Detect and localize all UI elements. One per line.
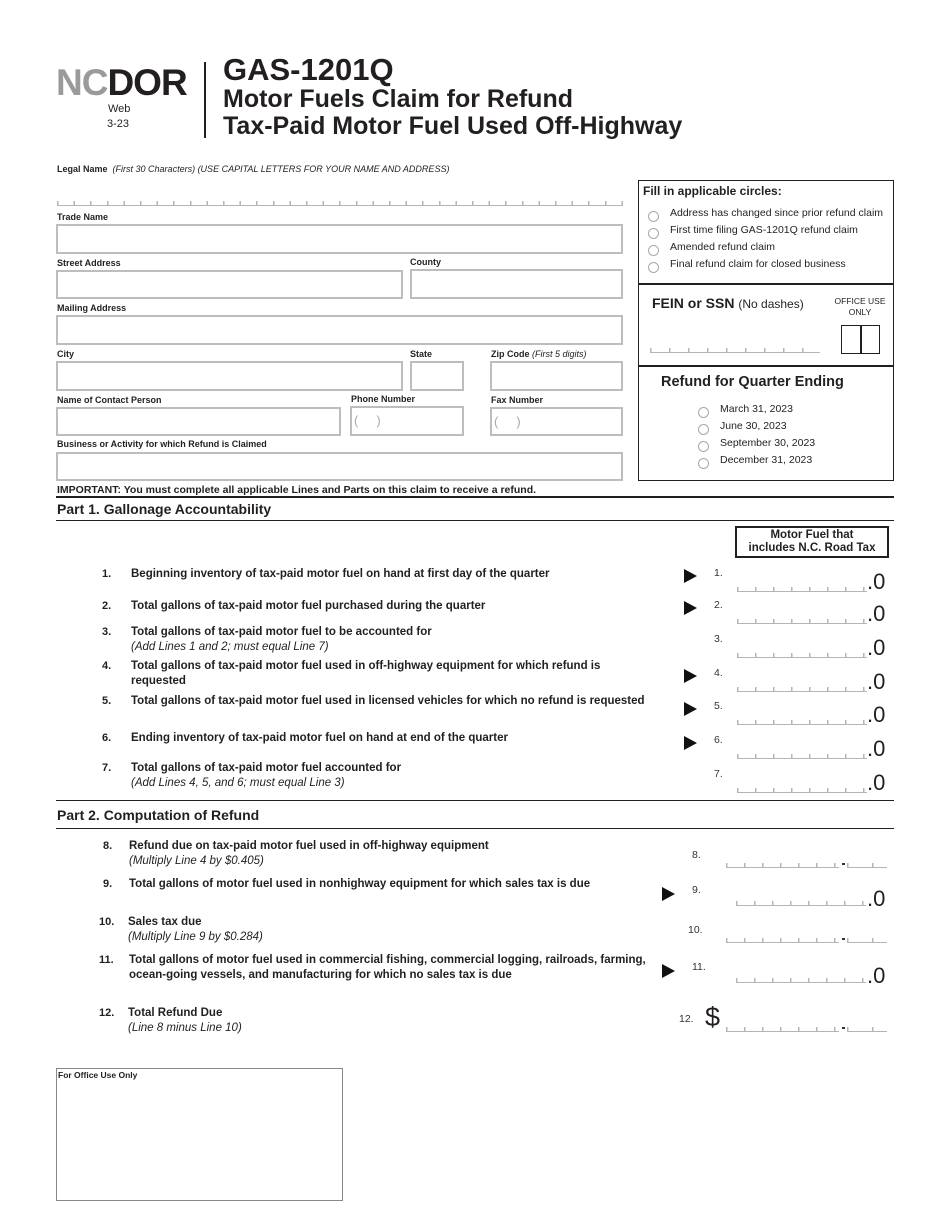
gallons-input[interactable] xyxy=(737,719,867,725)
legal-name-label xyxy=(57,164,449,174)
mailing-address-label: Mailing Address xyxy=(57,303,127,313)
line-description xyxy=(129,877,619,892)
line-description xyxy=(129,953,649,983)
line-text: Beginning inventory of tax-paid motor fuel on hand at first day of the quarter xyxy=(131,568,550,580)
column-header xyxy=(735,526,889,558)
part1-top-rule xyxy=(56,496,894,498)
line-text: Total gallons of tax-paid motor fuel purchased during the quarter xyxy=(131,600,486,612)
office-use-label: For Office Use Only xyxy=(58,1070,138,1080)
line-text: Refund due on tax-paid motor fuel used in off-highway equipment xyxy=(129,840,489,852)
decimal-suffix: .0 xyxy=(867,963,886,988)
line-number: 7. xyxy=(102,762,112,774)
line-text: Total gallons of tax-paid motor fuel to be accounted for xyxy=(131,626,432,638)
option-label: Amended refund claim xyxy=(670,241,776,253)
line-text: Total gallons of tax-paid motor fuel accounted for xyxy=(131,762,402,774)
line-number: 1. xyxy=(102,568,112,580)
office-use-box[interactable] xyxy=(56,1068,343,1201)
line-number: 6. xyxy=(102,732,112,744)
line-number: 8. xyxy=(103,840,113,852)
line-label: 10. xyxy=(688,924,703,936)
line-number: 11. xyxy=(99,954,114,966)
fax-placeholder: ( ) xyxy=(494,414,521,429)
cents-input[interactable] xyxy=(847,937,887,943)
quarter-title: Refund for Quarter Ending xyxy=(661,374,844,390)
cents-input[interactable] xyxy=(847,862,887,868)
line-description xyxy=(131,694,651,709)
line-label: 4. xyxy=(714,667,723,679)
legal-name-label-text: Legal Name xyxy=(57,164,108,174)
version-web: Web xyxy=(108,103,131,115)
phone-placeholder: ( ) xyxy=(354,413,381,428)
line-description xyxy=(128,1006,618,1036)
option-circle[interactable] xyxy=(648,211,659,222)
line-text: Ending inventory of tax-paid motor fuel on hand at end of the quarter xyxy=(131,732,508,744)
line-text: Total gallons of motor fuel used in commercial fishing, commercial logging, railroads, farming, ocean-going vessels, and manufacturing for which no sales tax is due xyxy=(129,954,646,981)
quarter-label: March 31, 2023 xyxy=(720,403,793,415)
state-input[interactable] xyxy=(410,361,464,391)
line-label: 8. xyxy=(692,849,701,861)
arrow-icon xyxy=(684,702,697,716)
gallons-input[interactable] xyxy=(737,618,867,624)
decimal-suffix: .0 xyxy=(867,886,886,911)
line-description xyxy=(131,761,651,791)
decimal-suffix: .0 xyxy=(867,736,886,761)
office-use-boxes xyxy=(841,325,880,354)
line-label: 5. xyxy=(714,700,723,712)
line-number: 2. xyxy=(102,600,112,612)
legal-name-input[interactable] xyxy=(57,200,623,206)
part2-top-rule xyxy=(56,800,894,801)
line-number: 12. xyxy=(99,1007,115,1019)
part2-title: Part 2. Computation of Refund xyxy=(57,807,260,823)
gallons-input[interactable] xyxy=(737,586,867,592)
logo-dor: DOR xyxy=(107,62,187,103)
fax-input[interactable] xyxy=(490,407,623,436)
option-circle[interactable] xyxy=(648,262,659,273)
cents-input[interactable] xyxy=(847,1026,887,1032)
line-label: 3. xyxy=(714,633,723,645)
line-text: Total gallons of motor fuel used in nonhighway equipment for which sales tax is due xyxy=(129,878,591,890)
line-label: 9. xyxy=(692,884,701,896)
line-description xyxy=(131,567,651,582)
line-note: (Add Lines 4, 5, and 6; must equal Line 3) xyxy=(131,777,345,789)
option-label: First time filing GAS-1201Q refund claim xyxy=(670,224,858,236)
decimal-point xyxy=(842,1027,845,1029)
line-note: (Line 8 minus Line 10) xyxy=(128,1022,242,1034)
line-number: 10. xyxy=(99,916,115,928)
zip-note: (First 5 digits) xyxy=(532,349,587,359)
line-number: 3. xyxy=(102,626,112,638)
office-only-text: ONLY xyxy=(848,307,872,317)
side-divider-1 xyxy=(638,283,894,285)
fax-label: Fax Number xyxy=(491,395,544,405)
form-title-line2: Tax-Paid Motor Fuel Used Off-Highway xyxy=(223,112,683,140)
decimal-suffix: .0 xyxy=(867,601,886,626)
gallons-input[interactable] xyxy=(736,900,866,906)
line-text: Total gallons of tax-paid motor fuel used in licensed vehicles for which no refund is requested xyxy=(131,695,645,707)
line-text: Sales tax due xyxy=(128,916,202,928)
trade-name-label: Trade Name xyxy=(57,212,109,222)
line-label: 11. xyxy=(692,961,706,973)
line-number: 9. xyxy=(103,878,113,890)
decimal-suffix: .0 xyxy=(867,669,886,694)
line-number: 5. xyxy=(102,695,112,707)
phone-input[interactable] xyxy=(350,406,464,436)
form-number: GAS-1201Q xyxy=(223,52,394,87)
gallons-input[interactable] xyxy=(737,686,867,692)
line-description xyxy=(129,839,619,869)
gallons-input[interactable] xyxy=(737,753,867,759)
arrow-icon xyxy=(684,736,697,750)
phone-label: Phone Number xyxy=(351,394,416,404)
line-description xyxy=(131,599,651,614)
arrow-icon xyxy=(684,569,697,583)
side-divider-2 xyxy=(638,365,894,367)
decimal-suffix: .0 xyxy=(867,770,886,795)
circles-title: Fill in applicable circles: xyxy=(643,184,782,198)
office-use-text: OFFICE USE xyxy=(834,296,886,306)
line-note: (Add Lines 1 and 2; must equal Line 7) xyxy=(131,641,329,653)
quarter-radio[interactable] xyxy=(698,407,709,418)
option-label: Final refund claim for closed business xyxy=(670,258,846,270)
line-label: 1. xyxy=(714,567,723,579)
line-description xyxy=(131,731,651,746)
decimal-suffix: .0 xyxy=(867,635,886,660)
mailing-address-input[interactable] xyxy=(56,315,623,345)
version-date: 3-23 xyxy=(107,118,130,130)
ncdor-logo xyxy=(56,62,187,104)
county-label: County xyxy=(410,257,441,267)
contact-label: Name of Contact Person xyxy=(57,395,162,405)
quarter-label: June 30, 2023 xyxy=(720,420,787,432)
line-description xyxy=(131,625,651,655)
option-label: Address has changed since prior refund claim xyxy=(670,207,884,219)
fein-label-text: FEIN or SSN xyxy=(652,295,735,311)
dollar-sign: $ xyxy=(705,1002,721,1032)
quarter-radio[interactable] xyxy=(698,458,709,469)
dollars-input[interactable] xyxy=(726,862,839,868)
county-input[interactable] xyxy=(410,269,623,299)
gallons-input[interactable] xyxy=(736,977,866,983)
street-address-input[interactable] xyxy=(56,270,403,299)
decimal-suffix: .0 xyxy=(867,702,886,727)
fein-input[interactable] xyxy=(650,347,820,353)
state-label: State xyxy=(410,349,433,359)
business-label: Business or Activity for which Refund is Claimed xyxy=(57,439,267,449)
legal-name-note: (First 30 Characters) (USE CAPITAL LETTERS FOR YOUR NAME AND ADDRESS) xyxy=(112,164,450,174)
business-input[interactable] xyxy=(56,452,623,481)
fein-note: (No dashes) xyxy=(738,297,804,311)
column-header-line2: includes N.C. Road Tax xyxy=(748,542,876,554)
trade-name-input[interactable] xyxy=(56,224,623,254)
logo-nc: NC xyxy=(56,62,108,103)
arrow-icon xyxy=(684,669,697,683)
line-note: (Multiply Line 9 by $0.284) xyxy=(128,931,263,943)
option-circle[interactable] xyxy=(648,228,659,239)
line-label: 7. xyxy=(714,768,723,780)
office-use-label xyxy=(830,296,890,318)
part1-rule xyxy=(56,520,894,521)
line-text: Total Refund Due xyxy=(128,1007,223,1019)
line-label: 6. xyxy=(714,734,723,746)
contact-input[interactable] xyxy=(56,407,341,436)
line-label: 2. xyxy=(714,599,723,611)
quarter-radio[interactable] xyxy=(698,424,709,435)
line-text: Total gallons of tax-paid motor fuel used in off-highway equipment for which refund is requested xyxy=(131,660,601,687)
arrow-icon xyxy=(684,601,697,615)
line-description xyxy=(131,659,651,689)
zip-label xyxy=(491,349,587,359)
city-label: City xyxy=(57,349,75,359)
zip-input[interactable] xyxy=(490,361,623,391)
street-address-label: Street Address xyxy=(57,258,121,268)
line-number: 4. xyxy=(102,660,112,672)
arrow-icon xyxy=(662,887,675,901)
city-input[interactable] xyxy=(56,361,403,391)
line-label: 12. xyxy=(679,1013,694,1025)
quarter-radio[interactable] xyxy=(698,441,709,452)
decimal-suffix: .0 xyxy=(867,569,886,594)
line-description xyxy=(128,915,618,945)
part1-title: Part 1. Gallonage Accountability xyxy=(57,501,272,517)
quarter-label: September 30, 2023 xyxy=(720,437,816,449)
form-title-line1: Motor Fuels Claim for Refund xyxy=(223,85,573,113)
quarter-label: December 31, 2023 xyxy=(720,454,813,466)
arrow-icon xyxy=(662,964,675,978)
dollars-input[interactable] xyxy=(726,937,839,943)
important-note: IMPORTANT: You must complete all applicable Lines and Parts on this claim to receive a refund. xyxy=(57,484,537,496)
fein-label xyxy=(652,295,804,311)
dollars-input[interactable] xyxy=(726,1026,839,1032)
gallons-input[interactable] xyxy=(737,787,867,793)
option-circle[interactable] xyxy=(648,245,659,256)
header-divider xyxy=(204,62,206,138)
line-note: (Multiply Line 4 by $0.405) xyxy=(129,855,264,867)
zip-label-text: Zip Code xyxy=(491,349,530,359)
gallons-input[interactable] xyxy=(737,652,867,658)
column-header-line1: Motor Fuel that xyxy=(770,529,854,541)
part2-rule xyxy=(56,828,894,829)
decimal-point xyxy=(842,863,845,865)
decimal-point xyxy=(842,938,845,940)
